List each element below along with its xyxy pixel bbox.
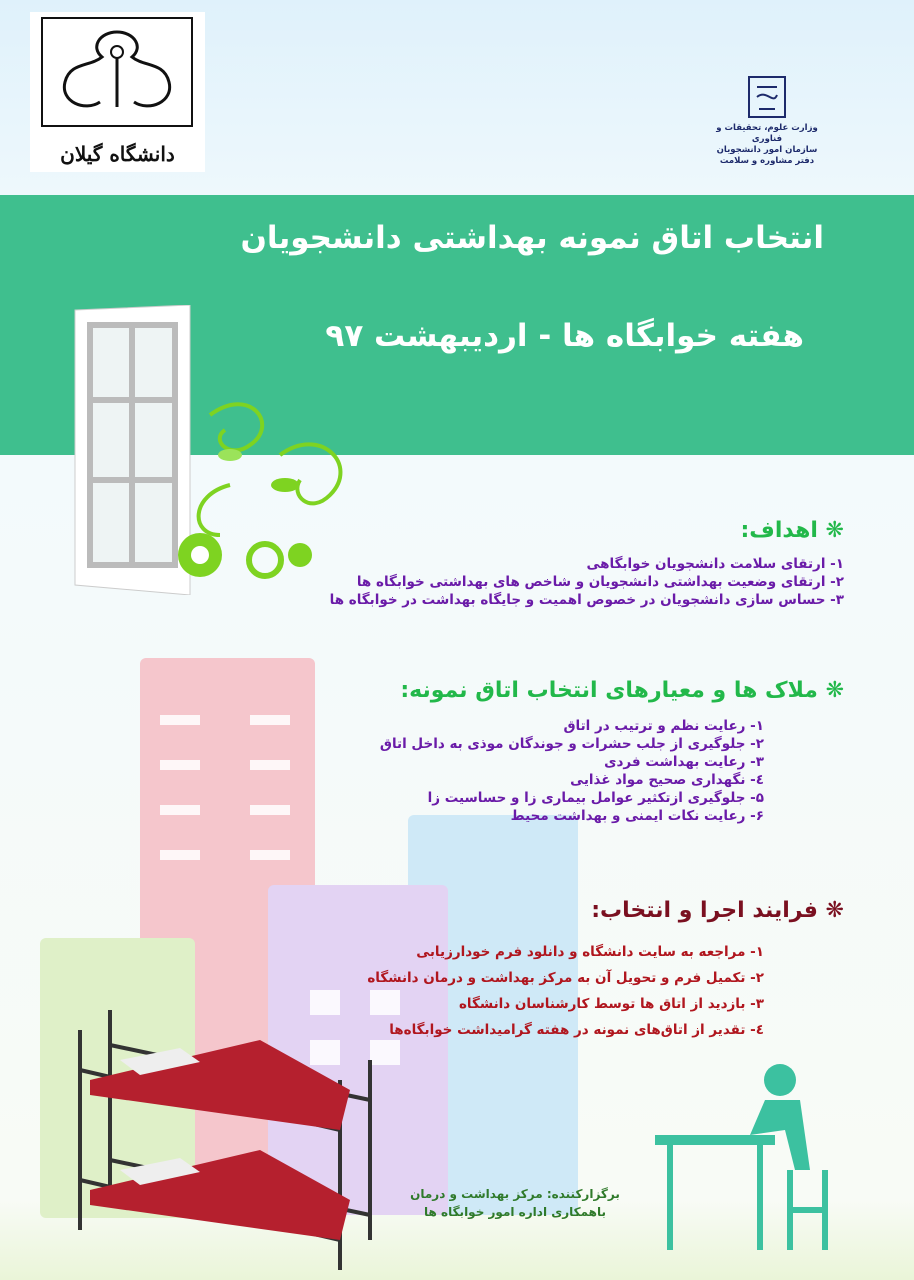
process-item: ۲- تکمیل فرم و تحویل آن به مرکز بهداشت و درمان دانشگاه — [367, 970, 764, 986]
process-item: ۱- مراجعه به سایت دانشگاه و دانلود فرم خودارزیابی — [416, 944, 764, 960]
organizer-footer — [400, 1185, 630, 1221]
ministry-line-1: وزارت علوم، تحقیقات و فناوری — [716, 123, 818, 144]
ministry-emblem-icon — [747, 75, 787, 119]
ministry-line-3: دفتر مشاوره و سلامت — [719, 156, 815, 166]
page-title: انتخاب اتاق نمونه بهداشتی دانشجویان — [240, 220, 824, 256]
university-logo — [30, 12, 205, 172]
student-at-desk-icon — [650, 1060, 850, 1260]
bunk-bed-illustration — [60, 1000, 390, 1275]
goals-section — [330, 518, 844, 609]
goal-item: ۳- حساس سازی دانشجویان در خصوص اهمیت و جایگاه بهداشت در خوابگاه ها — [329, 592, 844, 608]
cooperation-line: باهمکاری اداره امور خوابگاه ها — [423, 1205, 606, 1219]
goals-heading: ❋ اهداف: — [740, 518, 844, 543]
process-section — [367, 898, 844, 1043]
criteria-section — [380, 678, 844, 825]
process-item: ٤- تقدیر از اتاق‌های نمونه در هفته گرامیداشت خوابگاه‌ها — [389, 1022, 764, 1038]
page-subtitle: هفته خوابگاه ها - اردیبهشت ۹۷ — [325, 318, 804, 354]
goal-item: ۲- ارتقای وضعیت بهداشتی دانشجویان و شاخص های بهداشتی خوابگاه ها — [356, 574, 844, 590]
ministry-logo — [712, 75, 822, 167]
criteria-item: ۳- رعایت بهداشت فردی — [604, 754, 764, 770]
criteria-item: ۱- رعایت نظم و ترتیب در اتاق — [563, 718, 764, 734]
criteria-item: ۶- رعایت نکات ایمنی و بهداشت محیط — [510, 808, 764, 824]
process-item: ۳- بازدید از اتاق ها توسط کارشناسان دانشگاه — [458, 996, 764, 1012]
organizer-line: برگزارکننده: مرکز بهداشت و درمان — [410, 1187, 620, 1201]
goal-item: ۱- ارتقای سلامت دانشجویان خوابگاهی — [586, 556, 844, 572]
criteria-item: ۵- جلوگیری ازتکثیر عوامل بیماری زا و حساسیت زا — [427, 790, 764, 806]
logo-emblem-icon — [30, 12, 205, 132]
process-heading: ❋ فرایند اجرا و انتخاب: — [591, 898, 844, 923]
criteria-item: ۲- جلوگیری از جلب حشرات و جوندگان موذی به داخل اتاق — [379, 736, 764, 752]
ministry-line-2: سازمان امور دانشجویان — [716, 145, 818, 155]
criteria-heading: ❋ ملاک ها و معیارهای انتخاب اتاق نمونه: — [400, 678, 844, 703]
university-name: دانشگاه گیلان — [60, 142, 175, 166]
criteria-item: ٤- نگهداری صحیح مواد غذایی — [570, 772, 764, 788]
